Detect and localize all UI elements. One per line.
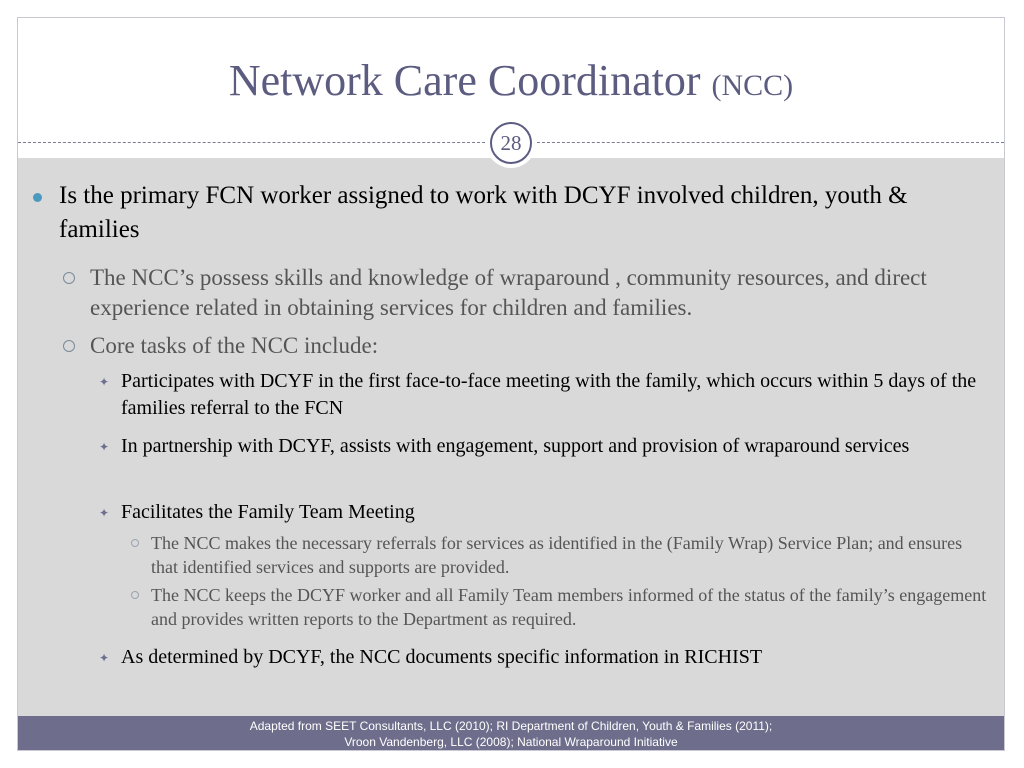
star-bullet-icon: ✦ (99, 440, 110, 454)
bullet-text: In partnership with DCYF, assists with engagement, support and provision of wraparound services (121, 435, 910, 457)
bullet-text: The NCC makes the necessary referrals for services as identified in the (Family Wrap) Service Plan; and ensures that identified services and supports are provided. (151, 533, 963, 577)
bullet-text: Is the primary FCN worker assigned to work with DCYF involved children, youth & families (59, 182, 908, 243)
slide-title-abbr: (NCC) (711, 69, 794, 102)
slide-footer (18, 716, 1004, 751)
bullet-level3-item (99, 368, 991, 422)
footer-line: Vroon Vandenberg, LLC (2008); National Wraparound Initiative (344, 735, 678, 749)
bullet-text: As determined by DCYF, the NCC documents specific information in RICHIST (121, 646, 763, 668)
slide-title (18, 56, 1004, 111)
bullet-level2-item (90, 263, 995, 323)
bullet-level4-item (151, 583, 991, 631)
bullet-level3-item (99, 433, 991, 460)
bullet-level3-item (99, 644, 991, 671)
bullet-level1-item (59, 179, 994, 247)
page-number-badge (486, 118, 536, 168)
footer-line: Adapted from SEET Consultants, LLC (2010); RI Department of Children, Youth & Families (2011); (249, 719, 773, 733)
bullet-level2-item (90, 331, 995, 361)
small-hollow-circle-bullet-icon (131, 591, 139, 599)
filled-circle-bullet-icon (33, 193, 42, 202)
bullet-level4-item (151, 531, 991, 579)
hollow-circle-bullet-icon (63, 340, 75, 352)
page-number: 28 (490, 122, 532, 164)
hollow-circle-bullet-icon (63, 272, 75, 284)
bullet-level3-item (99, 499, 991, 526)
bullet-text: Participates with DCYF in the first face-to-face meeting with the family, which occurs within 5 days of the families referral to the FCN (121, 370, 977, 419)
small-hollow-circle-bullet-icon (131, 539, 139, 547)
star-bullet-icon: ✦ (99, 506, 110, 520)
slide (17, 17, 1005, 751)
bullet-text: The NCC’s possess skills and knowledge of wraparound , community resources, and direct experience related in obtaining services for children and families. (90, 265, 927, 320)
star-bullet-icon: ✦ (99, 375, 110, 389)
slide-title-text: Network Care Coordinator (228, 56, 701, 105)
bullet-text: Facilitates the Family Team Meeting (121, 501, 415, 523)
bullet-text: The NCC keeps the DCYF worker and all Family Team members informed of the status of the family’s engagement and provides written reports to the Department as required. (151, 585, 987, 629)
star-bullet-icon: ✦ (99, 651, 110, 665)
bullet-text: Core tasks of the NCC include: (90, 333, 379, 358)
